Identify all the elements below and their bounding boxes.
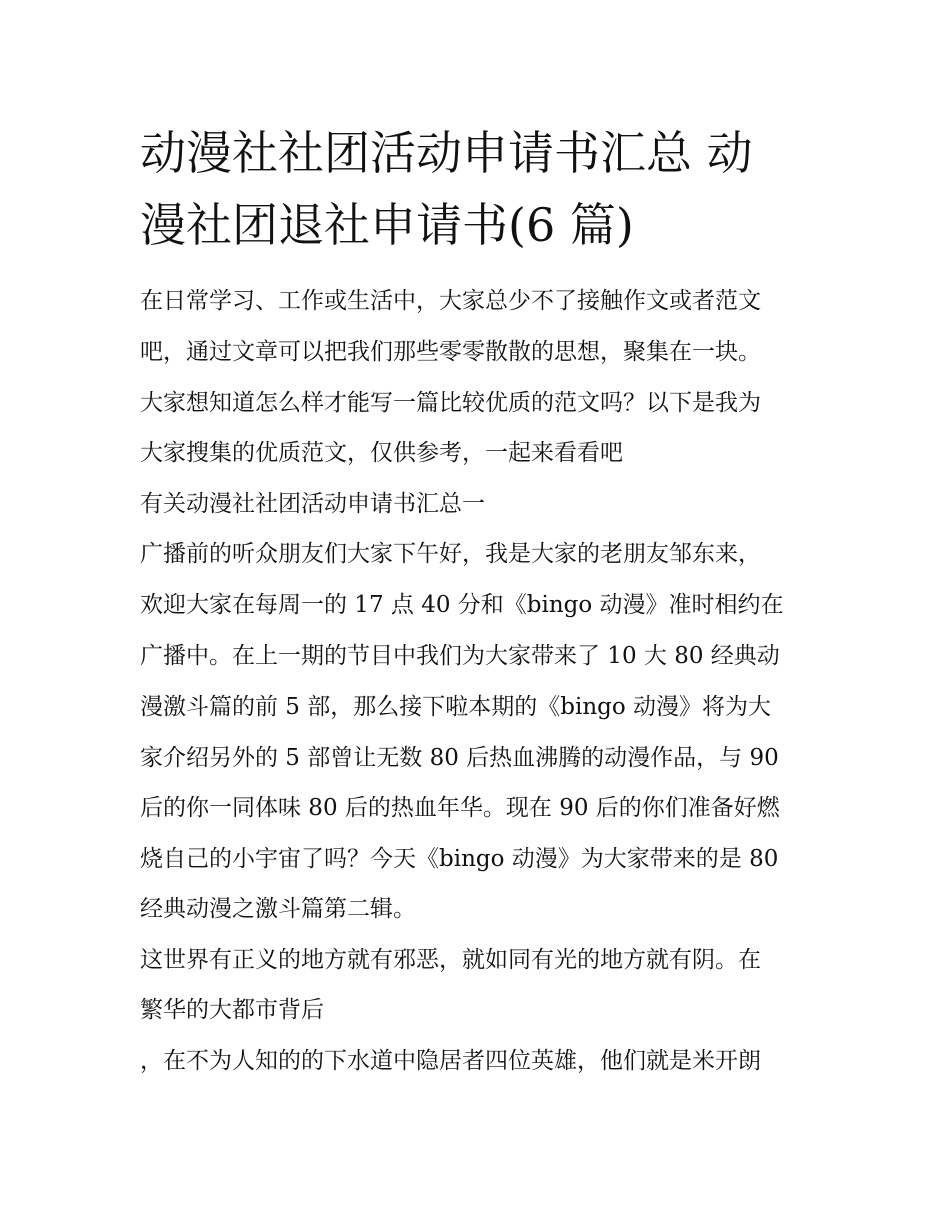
title-line: 漫社团退社申请书(6 篇) bbox=[140, 198, 634, 252]
body-line: ，在不为人知的的下水道中隐居者四位英雄，他们就是米开朗 bbox=[140, 1048, 761, 1074]
body-line: 在日常学习、工作或生活中，大家总少不了接触作文或者范文 bbox=[140, 288, 761, 314]
body-line: 大家想知道怎么样才能写一篇比较优质的范文吗？以下是我为 bbox=[140, 390, 761, 416]
body-line: 吧，通过文章可以把我们那些零零散散的思想，聚集在一块。 bbox=[140, 339, 761, 365]
title-line: 动漫社社团活动申请书汇总 动 bbox=[140, 126, 753, 180]
body-line: 大家搜集的优质范文，仅供参考，一起来看看吧 bbox=[140, 440, 623, 466]
body-line: 这世界有正义的地方就有邪恶，就如同有光的地方就有阴。在 bbox=[140, 947, 761, 973]
body-line: 繁华的大都市背后 bbox=[140, 997, 324, 1023]
document-title bbox=[140, 117, 820, 261]
body-line: 经典动漫之激斗篇第二辑。 bbox=[140, 896, 416, 922]
body-line: 烧自己的小宇宙了吗？今天《bingo 动漫》为大家带来的是 80 bbox=[140, 846, 779, 872]
body-line: 后的你一同体味 80 后的热血年华。现在 90 后的你们准备好燃 bbox=[140, 795, 780, 821]
body-line: 广播前的听众朋友们大家下午好，我是大家的老朋友邹东来， bbox=[140, 541, 761, 567]
body-line: 广播中。在上一期的节目中我们为大家带来了 10 大 80 经典动 bbox=[140, 643, 780, 669]
body-line: 家介绍另外的 5 部曾让无数 80 后热血沸腾的动漫作品，与 90 bbox=[140, 745, 779, 771]
body-line: 欢迎大家在每周一的 17 点 40 分和《bingo 动漫》准时相约在 bbox=[140, 592, 784, 618]
body-line: 漫激斗篇的前 5 部，那么接下啦本期的《bingo 动漫》将为大 bbox=[140, 694, 772, 720]
section-heading: 有关动漫社社团活动申请书汇总一 bbox=[140, 491, 485, 517]
